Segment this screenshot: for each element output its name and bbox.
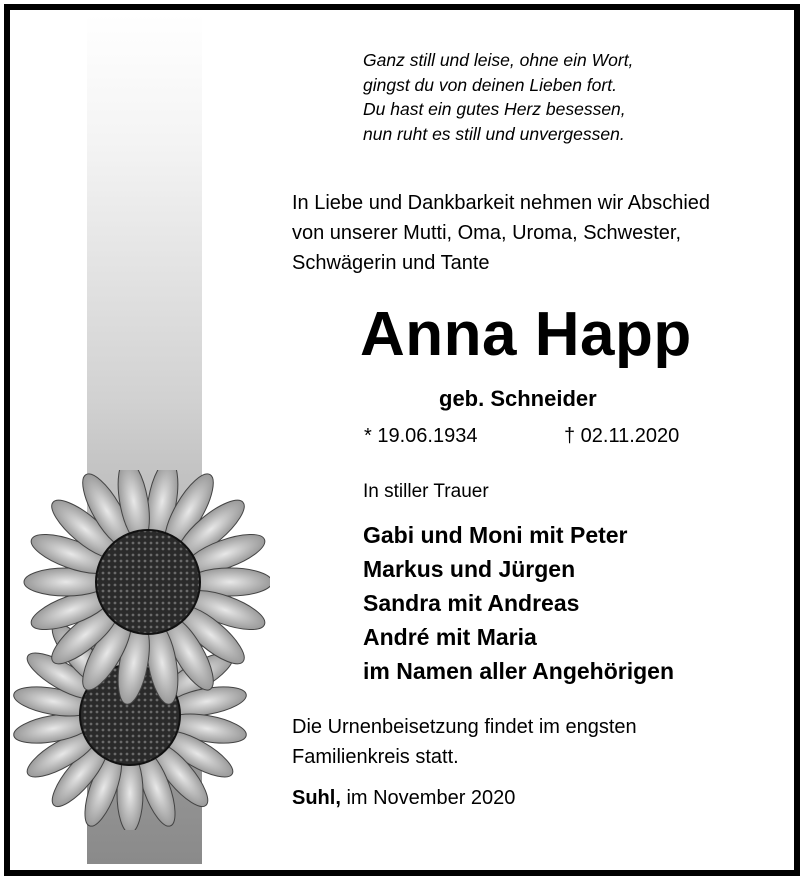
death-date: † 02.11.2020 bbox=[564, 425, 680, 447]
place-city: Suhl, bbox=[292, 787, 341, 809]
place-date-text: im November 2020 bbox=[340, 787, 516, 809]
sunflower-icon bbox=[0, 470, 270, 830]
poem-line: Du hast ein gutes Herz besessen, bbox=[363, 99, 626, 119]
mourning-label: In stiller Trauer bbox=[363, 481, 489, 502]
family-member: Sandra mit Andreas bbox=[363, 590, 580, 616]
family-member: Gabi und Moni mit Peter bbox=[363, 522, 628, 548]
birth-name: geb. Schneider bbox=[439, 386, 597, 411]
burial-line: Die Urnenbeisetzung findet im engsten bbox=[292, 716, 637, 738]
poem-line: nun ruht es still und unvergessen. bbox=[363, 123, 625, 144]
intro-line: Schwägerin und Tante bbox=[292, 252, 490, 274]
deceased-name: Anna Happ bbox=[360, 300, 692, 369]
family-member: im Namen aller Angehörigen bbox=[363, 658, 674, 684]
poem-line: gingst du von deinen Lieben fort. bbox=[363, 74, 617, 95]
intro-text bbox=[292, 188, 710, 278]
family-member: André mit Maria bbox=[363, 624, 537, 650]
place-date bbox=[292, 787, 515, 810]
family-list bbox=[363, 518, 674, 688]
family-member: Markus und Jürgen bbox=[363, 556, 576, 582]
intro-line: In Liebe und Dankbarkeit nehmen wir Abschied bbox=[292, 192, 711, 214]
birth-date: * 19.06.1934 bbox=[364, 425, 478, 447]
intro-line: von unserer Mutti, Oma, Uroma, Schwester, bbox=[292, 222, 682, 244]
poem-line: Ganz still und leise, ohne ein Wort, bbox=[363, 50, 634, 70]
burial-line: Familienkreis statt. bbox=[292, 746, 459, 768]
poem bbox=[363, 48, 633, 146]
burial-note bbox=[292, 712, 637, 772]
